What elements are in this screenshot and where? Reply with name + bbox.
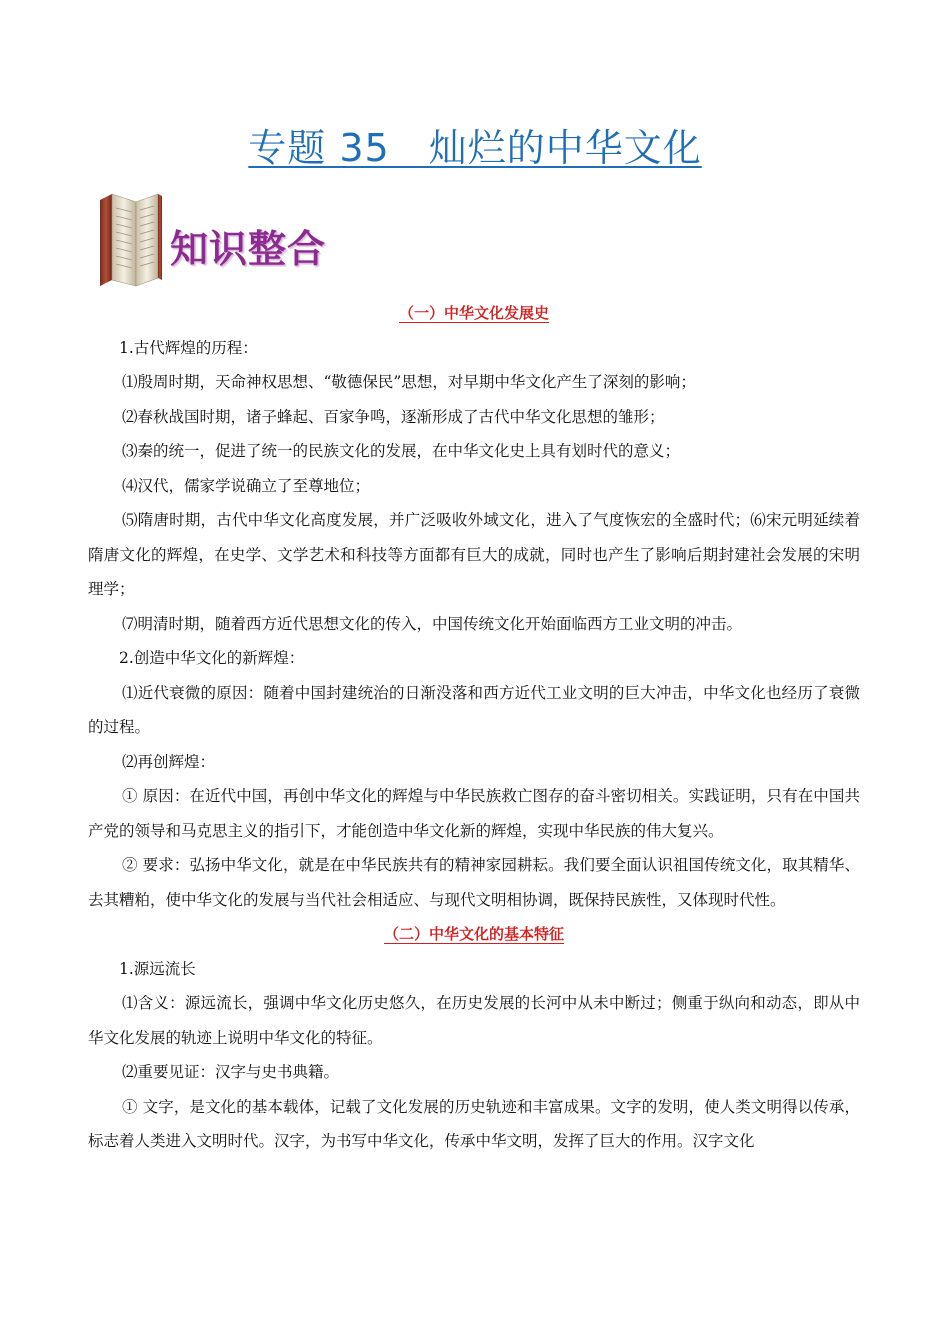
document-body	[88, 296, 860, 1159]
banner-label: 知识整合	[170, 227, 327, 271]
paragraph: ⑴含义：源远流长，强调中华文化历史悠久，在历史发展的长河中从未中断过；侧重于纵向和动态，即从中华文化发展的轨迹上说明中华文化的特征。	[88, 994, 860, 1047]
paragraph: ⑵再创辉煌：	[122, 752, 216, 771]
document-title-text: 专题 35 灿烂的中华文化	[248, 126, 702, 170]
paragraph: ⑴殷周时期，天命神权思想、“敬德保民”思想，对早期中华文化产生了深刻的影响；	[122, 373, 696, 391]
section-banner	[92, 190, 352, 290]
book-icon	[92, 190, 170, 290]
paragraph: ① 原因：在近代中国，再创中华文化的辉煌与中华民族救亡图存的奋斗密切相关。实践证明，只有在中国共产党的领导和马克思主义的指引下，才能创造中华文化新的辉煌，实现中华民族的伟大复兴。	[88, 787, 860, 840]
paragraph: ⑴近代衰微的原因：随着中国封建统治的日渐没落和西方近代工业文明的巨大冲击，中华文化也经历了衰微的过程。	[88, 683, 860, 736]
paragraph: 1.古代辉煌的历程：	[119, 338, 258, 357]
paragraph: ⑺明清时期，随着西方近代思想文化的传入，中国传统文化开始面临西方工业文明的冲击。	[122, 614, 743, 633]
section-heading: （二）中华文化的基本特征	[383, 925, 564, 943]
paragraph: ⑵春秋战国时期，诸子蜂起、百家争鸣，逐渐形成了古代中华文化思想的雏形；	[122, 407, 665, 426]
paragraph: ⑸隋唐时期，古代中华文化高度发展，并广泛吸收外域文化，进入了气度恢宏的全盛时代；⑹宋元明延续着隋唐文化的辉煌，在史学、文学艺术和科技等方面都有巨大的成就，同时也产生了影响后期封建社会发展的宋明理学；	[88, 511, 860, 598]
paragraph: ⑶秦的统一，促进了统一的民族文化的发展，在中华文化史上具有划时代的意义；	[122, 442, 681, 460]
paragraph: 1.源远流长	[119, 959, 196, 978]
section-heading: （一）中华文化发展史	[398, 304, 549, 322]
document-title	[0, 120, 950, 176]
paragraph: ⑵重要见证：汉字与史书典籍。	[122, 1063, 340, 1081]
paragraph: ⑷汉代，儒家学说确立了至尊地位；	[122, 476, 371, 495]
paragraph: ① 文字，是文化的基本载体，记载了文化发展的历史轨迹和丰富成果。文字的发明，使人类文明得以传承，标志着人类进入文明时代。汉字，为书写中华文化，传承中华文明，发挥了巨大的作用。汉字文化	[88, 1097, 860, 1150]
paragraph: 2.创造中华文化的新辉煌：	[119, 649, 305, 667]
paragraph: ② 要求：弘扬中华文化，就是在中华民族共有的精神家园耕耘。我们要全面认识祖国传统文化，取其精华、去其糟粕，使中华文化的发展与当代社会相适应、与现代文明相协调，既保持民族性，又体现时代性。	[88, 856, 860, 909]
